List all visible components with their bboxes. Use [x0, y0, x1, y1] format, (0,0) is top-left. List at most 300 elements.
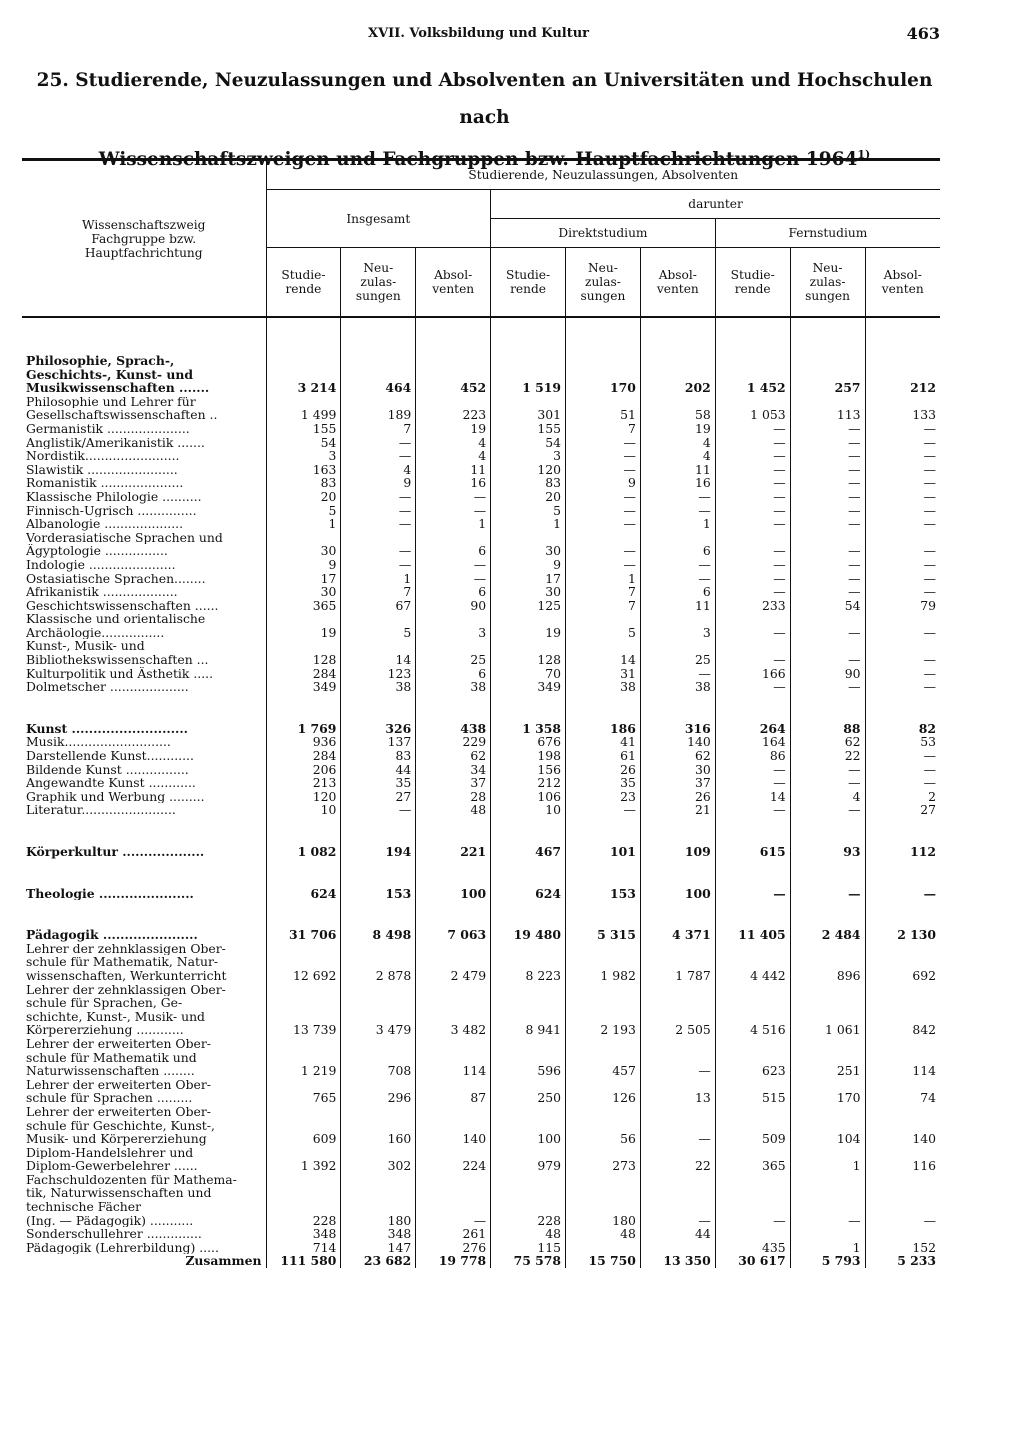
table-row — [22, 803, 940, 817]
row-label-line: Körperkultur ................... — [26, 845, 205, 859]
row-label-line: Diplom-Handelslehrer und — [26, 1145, 194, 1160]
row-label-line: Nordistik........................ — [26, 449, 180, 463]
cell-value: 302 — [341, 1146, 416, 1173]
stub-header-cell — [22, 160, 266, 318]
row-label-line: Musik- und Körpererziehung — [26, 1132, 207, 1146]
cell-value: 194 — [341, 831, 416, 859]
cell-value: 5 793 — [790, 1254, 865, 1268]
cell-value: 212 — [865, 340, 940, 395]
cell-value: — — [790, 873, 865, 901]
cell-value: — — [566, 517, 641, 531]
cell-value: 125 — [491, 599, 566, 613]
cell-value: 1 061 — [790, 983, 865, 1037]
cell-value: — — [341, 504, 416, 518]
column-header-line: rende — [285, 282, 322, 296]
row-label — [22, 422, 266, 436]
cell-value: 100 — [491, 1105, 566, 1146]
row-label — [22, 476, 266, 490]
cell-value: 19 480 — [491, 914, 566, 942]
cell-value: — — [865, 490, 940, 504]
cell-value: 114 — [416, 1037, 491, 1078]
cell-value: 257 — [790, 340, 865, 395]
cell-value: 48 — [566, 1227, 641, 1241]
cell-value: 5 — [341, 612, 416, 639]
cell-value: 38 — [640, 680, 715, 694]
table-row — [22, 585, 940, 599]
cell-value: — — [865, 612, 940, 639]
cell-value: 221 — [416, 831, 491, 859]
cell-value: 12 692 — [266, 942, 341, 983]
cell-value: — — [790, 422, 865, 436]
cell-value: 6 — [640, 585, 715, 599]
stub-header-line: Wissenschaftszweig — [82, 217, 206, 232]
column-header — [566, 248, 641, 318]
row-label-line: wissenschaften, Werkunterricht — [26, 968, 227, 983]
row-label — [22, 749, 266, 763]
cell-value: 9 — [266, 558, 341, 572]
row-label — [22, 531, 266, 558]
cell-value: 61 — [566, 749, 641, 763]
cell-value: — — [416, 558, 491, 572]
cell-value: 90 — [790, 667, 865, 681]
cell-value: 1 358 — [491, 708, 566, 736]
cell-value: 515 — [715, 1078, 790, 1105]
cell-value: 38 — [341, 680, 416, 694]
cell-value: 9 — [566, 476, 641, 490]
row-label-line: Pädagogik ...................... — [26, 928, 198, 942]
row-label — [22, 599, 266, 613]
row-label-line: Ägyptologie ................ — [26, 544, 168, 558]
cell-value: — — [865, 667, 940, 681]
cell-value: — — [341, 558, 416, 572]
cell-value: 1 982 — [566, 942, 641, 983]
cell-value: 264 — [715, 708, 790, 736]
row-label — [22, 612, 266, 639]
column-header-line: zulas- — [360, 275, 397, 289]
cell-value: 624 — [266, 873, 341, 901]
cell-value: — — [790, 463, 865, 477]
group-row — [22, 340, 940, 395]
row-label-line: Klassische und orientalische — [26, 612, 206, 626]
cell-value: — — [715, 436, 790, 450]
cell-value: 30 617 — [715, 1254, 790, 1268]
running-header: XVII. Volksbildung und Kultur — [368, 26, 590, 41]
row-label-line: Geschichts-, Kunst- und — [26, 367, 194, 382]
cell-value: 1 219 — [266, 1037, 341, 1078]
title-line-2-text: Wissenschaftszweigen und Fachgruppen bzw. Hauptfachrichtungen 1964 — [98, 149, 858, 171]
cell-value: 250 — [491, 1078, 566, 1105]
cell-value: 189 — [341, 395, 416, 422]
cell-value: 164 — [715, 735, 790, 749]
row-label-line: Romanistik ..................... — [26, 476, 184, 490]
row-label-line: Bibliothekswissenschaften ... — [26, 653, 209, 667]
cell-value: 348 — [266, 1227, 341, 1241]
cell-value: 48 — [491, 1227, 566, 1241]
cell-value: 31 — [566, 667, 641, 681]
cell-value: — — [865, 572, 940, 586]
cell-value: 26 — [640, 790, 715, 804]
cell-value: 128 — [266, 639, 341, 666]
cell-value: 83 — [266, 476, 341, 490]
cell-value — [640, 1241, 715, 1255]
cell-value: — — [790, 803, 865, 817]
cell-value: 123 — [341, 667, 416, 681]
cell-value: 25 — [416, 639, 491, 666]
cell-value: — — [566, 504, 641, 518]
cell-value: 2 — [865, 790, 940, 804]
row-label — [22, 436, 266, 450]
cell-value: 53 — [865, 735, 940, 749]
cell-value: 54 — [491, 436, 566, 450]
row-label-line: Bildende Kunst ................ — [26, 762, 189, 777]
row-label — [22, 803, 266, 817]
cell-value: — — [790, 572, 865, 586]
cell-value: 23 682 — [341, 1254, 416, 1268]
cell-value: 326 — [341, 708, 416, 736]
row-label-line: Lehrer der erweiterten Ober- — [26, 1036, 211, 1051]
cell-value: 140 — [416, 1105, 491, 1146]
row-label — [22, 1078, 266, 1105]
table-row — [22, 1146, 940, 1173]
table-spacer — [22, 317, 940, 340]
cell-value: — — [790, 436, 865, 450]
row-label-line: Anglistik/Amerikanistik ....... — [26, 435, 205, 450]
cell-value: 936 — [266, 735, 341, 749]
table-row — [22, 599, 940, 613]
row-label-line: Zusammen — [185, 1254, 262, 1269]
cell-value: 979 — [491, 1146, 566, 1173]
cell-value: — — [715, 803, 790, 817]
cell-value: — — [865, 558, 940, 572]
row-label-line: Lehrer der erweiterten Ober- — [26, 1077, 211, 1092]
cell-value: 62 — [640, 749, 715, 763]
cell-value: 457 — [566, 1037, 641, 1078]
cell-value: 58 — [640, 395, 715, 422]
cell-value: 1 — [266, 517, 341, 531]
row-label-line: Vorderasiatische Sprachen und — [26, 530, 223, 545]
cell-value: 83 — [491, 476, 566, 490]
cell-value: 284 — [266, 667, 341, 681]
cell-value: 3 214 — [266, 340, 341, 395]
row-label — [22, 639, 266, 666]
cell-value: 316 — [640, 708, 715, 736]
cell-value: 8 498 — [341, 914, 416, 942]
cell-value: 224 — [416, 1146, 491, 1173]
cell-value: — — [715, 463, 790, 477]
cell-value: 4 — [640, 436, 715, 450]
column-header-line: Studie- — [505, 268, 551, 282]
cell-value: 26 — [566, 763, 641, 777]
cell-value: 155 — [491, 422, 566, 436]
cell-value: — — [715, 422, 790, 436]
row-label-line: Slawistik ....................... — [26, 462, 178, 477]
cell-value: 896 — [790, 942, 865, 983]
cell-value: 467 — [491, 831, 566, 859]
cell-value: 170 — [790, 1078, 865, 1105]
row-label-line: Kunst-, Musik- und — [26, 639, 145, 654]
cell-value: 7 — [566, 599, 641, 613]
cell-value: — — [865, 776, 940, 790]
cell-value: 30 — [266, 585, 341, 599]
table-row — [22, 490, 940, 504]
cell-value: 133 — [865, 395, 940, 422]
cell-value: 156 — [491, 763, 566, 777]
table-row — [22, 1037, 940, 1078]
column-header-line: Studie- — [281, 268, 326, 282]
cell-value: 10 — [491, 803, 566, 817]
table-row — [22, 572, 940, 586]
statistics-table — [22, 158, 940, 1268]
column-header-line: venten — [432, 282, 475, 296]
table-header — [22, 160, 940, 318]
cell-value: 87 — [416, 1078, 491, 1105]
cell-value: 137 — [341, 735, 416, 749]
cell-value: 438 — [416, 708, 491, 736]
table-row — [22, 680, 940, 694]
header-main: Studierende, Neuzulassungen, Absolventen — [266, 160, 940, 190]
cell-value: 2 193 — [566, 983, 641, 1037]
table-body — [22, 317, 940, 1268]
table-row — [22, 436, 940, 450]
row-label — [22, 790, 266, 804]
row-label-line: schule für Mathematik, Natur- — [26, 955, 219, 969]
stub-header-line: Fachgruppe bzw. — [91, 231, 197, 246]
cell-value: 23 — [566, 790, 641, 804]
cell-value: 7 — [566, 585, 641, 599]
cell-value: 112 — [865, 831, 940, 859]
table-row — [22, 749, 940, 763]
column-header-line: Neu- — [812, 261, 843, 275]
cell-value: — — [715, 449, 790, 463]
cell-value: — — [715, 585, 790, 599]
cell-value: 11 — [640, 463, 715, 477]
cell-value: — — [865, 504, 940, 518]
cell-value: 3 479 — [341, 983, 416, 1037]
cell-value: 609 — [266, 1105, 341, 1146]
row-label — [22, 763, 266, 777]
cell-value: 116 — [865, 1146, 940, 1173]
row-label — [22, 585, 266, 599]
cell-value: 20 — [266, 490, 341, 504]
cell-value: 1 — [790, 1146, 865, 1173]
cell-value: 615 — [715, 831, 790, 859]
cell-value: — — [341, 449, 416, 463]
cell-value: 1 — [416, 517, 491, 531]
cell-value: — — [640, 572, 715, 586]
cell-value: — — [715, 558, 790, 572]
cell-value: 88 — [790, 708, 865, 736]
cell-value: — — [341, 803, 416, 817]
total-row — [22, 1254, 940, 1268]
cell-value: 90 — [416, 599, 491, 613]
row-label — [22, 490, 266, 504]
table-row — [22, 1227, 940, 1241]
cell-value: 120 — [266, 790, 341, 804]
column-header — [341, 248, 416, 318]
cell-value: — — [341, 490, 416, 504]
column-header-line: Neu- — [363, 261, 394, 275]
table-row — [22, 790, 940, 804]
cell-value: 160 — [341, 1105, 416, 1146]
column-header-line: Absol- — [434, 268, 473, 282]
cell-value: 41 — [566, 735, 641, 749]
cell-value: — — [790, 449, 865, 463]
cell-value: 74 — [865, 1078, 940, 1105]
cell-value: — — [715, 873, 790, 901]
cell-value: 596 — [491, 1037, 566, 1078]
row-label — [22, 914, 266, 942]
cell-value: — — [640, 1037, 715, 1078]
cell-value: 229 — [416, 735, 491, 749]
cell-value: 147 — [341, 1241, 416, 1255]
cell-value: 30 — [640, 763, 715, 777]
row-label — [22, 572, 266, 586]
table-row — [22, 463, 940, 477]
cell-value: 11 — [416, 463, 491, 477]
cell-value: 166 — [715, 667, 790, 681]
cell-value: 3 — [266, 449, 341, 463]
cell-value: 30 — [491, 531, 566, 558]
row-label — [22, 517, 266, 531]
cell-value: 5 — [266, 504, 341, 518]
column-header-line: venten — [881, 282, 924, 296]
cell-value: — — [790, 680, 865, 694]
row-label-line: Albanologie .................... — [26, 517, 184, 531]
column-header — [715, 248, 790, 318]
cell-value: 14 — [715, 790, 790, 804]
cell-value: — — [865, 639, 940, 666]
cell-value: — — [790, 585, 865, 599]
cell-value: 452 — [416, 340, 491, 395]
cell-value: — — [566, 531, 641, 558]
cell-value: 19 — [491, 612, 566, 639]
cell-value: — — [790, 558, 865, 572]
cell-value: 228 — [266, 1173, 341, 1227]
row-label — [22, 1254, 266, 1268]
row-label — [22, 983, 266, 1037]
stub-header-line: Hauptfachrichtung — [84, 245, 203, 260]
cell-value: 509 — [715, 1105, 790, 1146]
cell-value: 17 — [491, 572, 566, 586]
cell-value: 4 — [640, 449, 715, 463]
cell-value: 2 479 — [416, 942, 491, 983]
cell-value: 155 — [266, 422, 341, 436]
row-label-line: Pädagogik (Lehrerbildung) ..... — [26, 1240, 219, 1255]
row-label — [22, 667, 266, 681]
cell-value: 31 706 — [266, 914, 341, 942]
cell-value: — — [790, 504, 865, 518]
cell-value: 67 — [341, 599, 416, 613]
row-label-line: Germanistik ..................... — [26, 421, 190, 436]
cell-value: 1 — [341, 572, 416, 586]
cell-value: 2 878 — [341, 942, 416, 983]
column-header — [640, 248, 715, 318]
table-spacer — [22, 859, 940, 873]
cell-value: 10 — [266, 803, 341, 817]
cell-value: 37 — [640, 776, 715, 790]
page-number: 463 — [906, 24, 940, 43]
cell-value: 212 — [491, 776, 566, 790]
row-label — [22, 1105, 266, 1146]
row-label-line: Darstellende Kunst............ — [26, 749, 194, 763]
cell-value: 106 — [491, 790, 566, 804]
cell-value: 37 — [416, 776, 491, 790]
cell-value: 22 — [790, 749, 865, 763]
row-label-line: Kulturpolitik und Ästhetik ..... — [26, 666, 214, 681]
row-label-line: Kunst ........................... — [26, 721, 188, 736]
cell-value: 6 — [416, 585, 491, 599]
cell-value: 1 519 — [491, 340, 566, 395]
column-header-line: zulas- — [585, 275, 621, 289]
cell-value: — — [790, 776, 865, 790]
cell-value: — — [341, 531, 416, 558]
cell-value: 464 — [341, 340, 416, 395]
cell-value: 54 — [266, 436, 341, 450]
cell-value: 1 787 — [640, 942, 715, 983]
cell-value: — — [790, 517, 865, 531]
cell-value: 1 452 — [715, 340, 790, 395]
cell-value: 93 — [790, 831, 865, 859]
cell-value: — — [715, 572, 790, 586]
cell-value: 25 — [640, 639, 715, 666]
cell-value: 228 — [491, 1173, 566, 1227]
cell-value: 4 — [416, 436, 491, 450]
cell-value: 19 — [266, 612, 341, 639]
column-header — [266, 248, 341, 318]
table-row — [22, 612, 940, 639]
cell-value: — — [790, 531, 865, 558]
row-label-line: Lehrer der zehnklassigen Ober- — [26, 982, 226, 997]
title-line-1: 25. Studierende, Neuzulassungen und Absolventen an Universitäten und Hochschulen nach — [36, 70, 933, 128]
cell-value: 9 — [341, 476, 416, 490]
cell-value: — — [715, 490, 790, 504]
cell-value: 11 — [640, 599, 715, 613]
row-label — [22, 449, 266, 463]
cell-value: 100 — [416, 873, 491, 901]
header-direktstudium: Direktstudium — [491, 219, 716, 248]
cell-value: — — [790, 476, 865, 490]
cell-value: 7 — [341, 585, 416, 599]
cell-value: 714 — [266, 1241, 341, 1255]
cell-value: — — [640, 558, 715, 572]
row-label — [22, 831, 266, 859]
table-row — [22, 639, 940, 666]
cell-value: 35 — [341, 776, 416, 790]
cell-value: — — [416, 490, 491, 504]
cell-value: 4 — [790, 790, 865, 804]
cell-value: 842 — [865, 983, 940, 1037]
row-label — [22, 1037, 266, 1078]
cell-value: 765 — [266, 1078, 341, 1105]
cell-value: 152 — [865, 1241, 940, 1255]
cell-value: — — [566, 558, 641, 572]
group-row — [22, 914, 940, 942]
cell-value: 19 — [640, 422, 715, 436]
cell-value: 5 233 — [865, 1254, 940, 1268]
table-row — [22, 776, 940, 790]
cell-value: 56 — [566, 1105, 641, 1146]
column-header-line: Studie- — [730, 268, 775, 282]
row-label — [22, 340, 266, 395]
cell-value: 30 — [266, 531, 341, 558]
cell-value: 8 223 — [491, 942, 566, 983]
cell-value: 2 505 — [640, 983, 715, 1037]
cell-value: — — [341, 517, 416, 531]
cell-value: 7 063 — [416, 914, 491, 942]
row-label — [22, 942, 266, 983]
cell-value: 62 — [790, 735, 865, 749]
cell-value: 34 — [416, 763, 491, 777]
